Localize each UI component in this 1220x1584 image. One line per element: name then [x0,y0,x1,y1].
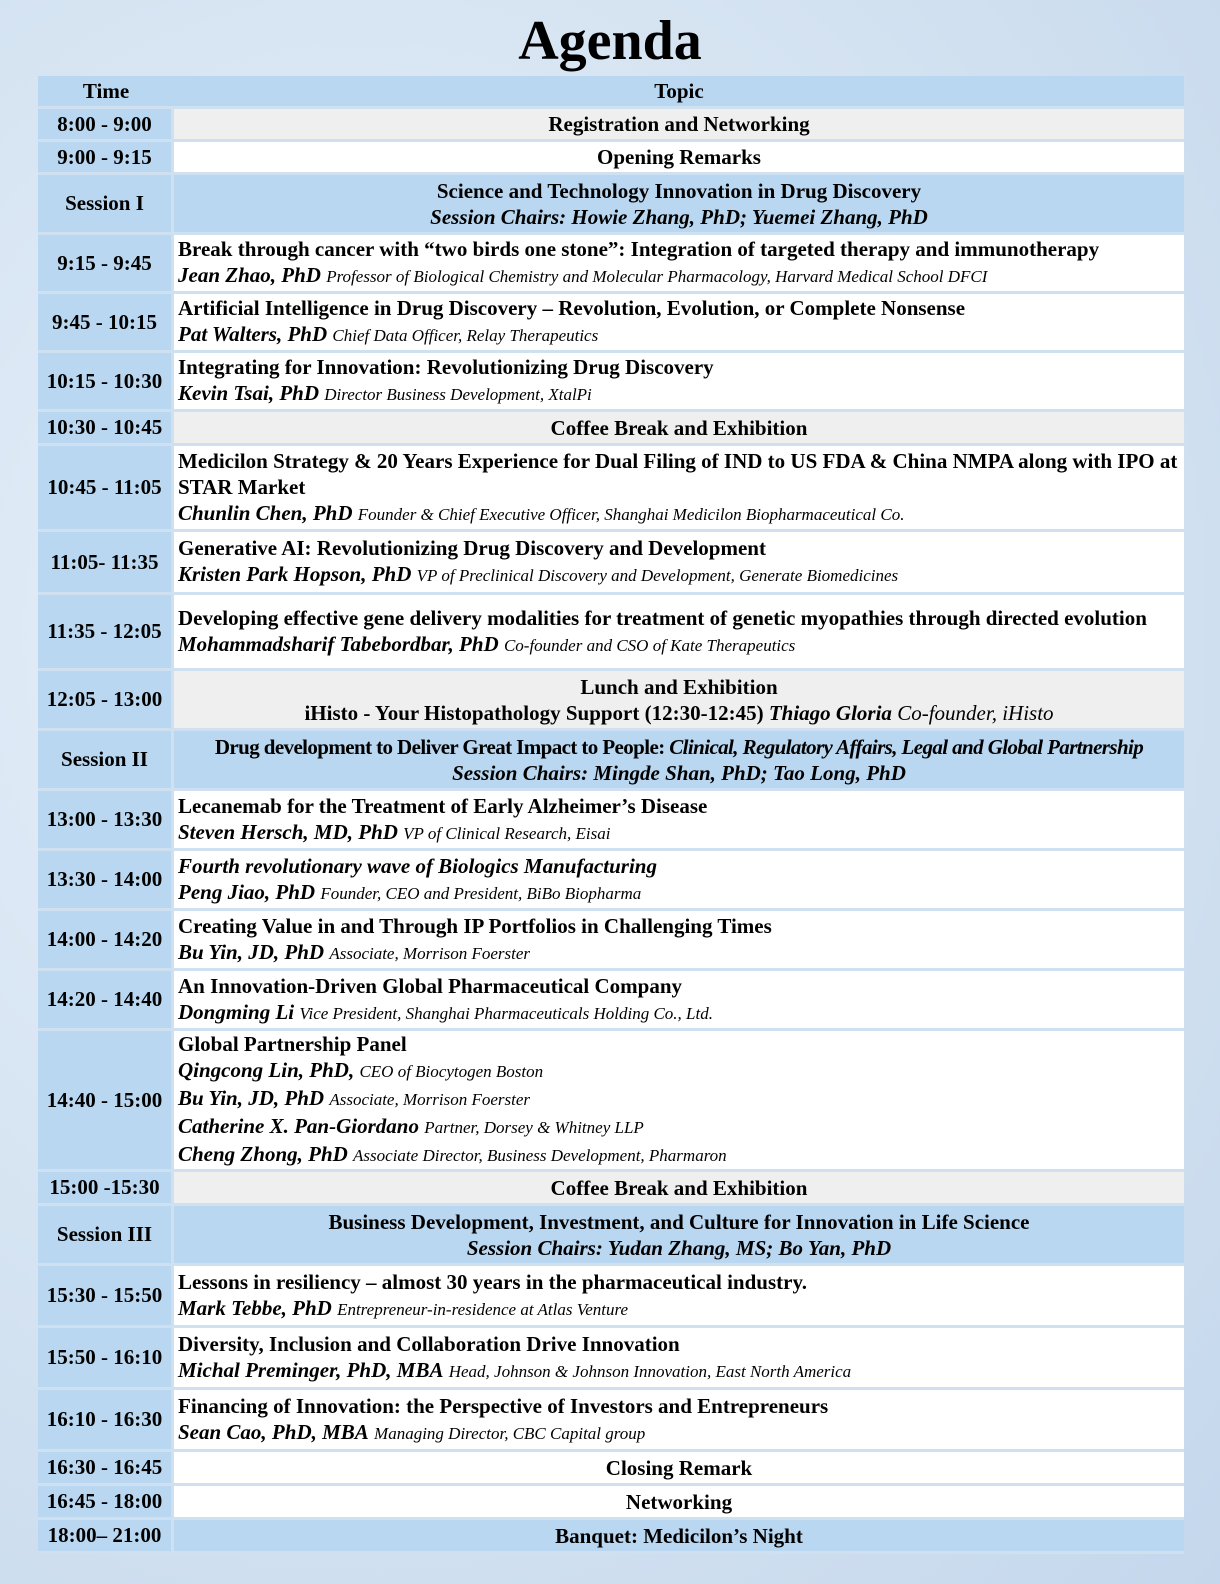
table-row [38,911,1184,971]
speaker-role: Founder, CEO and President, BiBo Biopharma [320,883,642,903]
speaker-line [178,1295,1180,1323]
time-cell: 8:00 - 9:00 [38,109,174,142]
topic-cell [174,791,1184,851]
speaker-role: Partner, Dorsey & Whitney LLP [424,1118,644,1137]
topic-cell [174,971,1184,1031]
speaker-role: VP of Clinical Research, Eisai [403,823,611,843]
talk-title: Fourth revolutionary wave of Biologics Manufacturing [178,853,657,878]
speaker-role: Associate Director, Business Development, Pharmaron [353,1146,727,1165]
talk-title: Developing effective gene delivery modalities for treatment of genetic myopathies through directed evolution [178,605,1147,630]
table-row [38,671,1184,731]
session-label: Session II [38,731,174,791]
time-cell: 10:30 - 10:45 [38,412,174,446]
speaker-role: Vice President, Shanghai Pharmaceuticals Holding Co., Ltd. [299,1003,713,1023]
speaker-name: Sean Cao, PhD, MBA [178,1419,369,1444]
time-cell: 15:00 -15:30 [38,1172,174,1206]
topic-cell [174,1390,1184,1452]
topic-cell [174,446,1184,532]
topic-cell [174,671,1184,731]
panelist-line [178,1113,1180,1141]
topic-cell [174,1328,1184,1390]
time-cell: 16:45 - 18:00 [38,1486,174,1520]
speaker-line [178,262,1180,290]
talk-title: Break through cancer with “two birds one stone”: Integration of targeted therapy and immunotherapy [178,237,1100,261]
session-chairs: Session Chairs: Mingde Shan, PhD; Tao Long, PhD [452,760,906,785]
speaker-role: Associate, Morrison Foerster [329,943,531,963]
speaker-line [178,1419,1180,1447]
time-cell: 12:05 - 13:00 [38,671,174,731]
time-cell: 14:20 - 14:40 [38,971,174,1031]
session-chairs: Session Chairs: Yudan Zhang, MS; Bo Yan, PhD [466,1235,892,1260]
session-cell [174,175,1184,235]
table-row [38,412,1184,446]
session-row [38,1206,1184,1266]
session-title: Business Development, Investment, and Culture for Innovation in Life Science [328,1209,1030,1234]
speaker-name: Bu Yin, JD, PhD [178,939,325,964]
talk-title: Lecanemab for the Treatment of Early Alzheimer’s Disease [178,793,708,818]
topic-cell: Opening Remarks [174,142,1184,175]
session-row [38,175,1184,235]
table-header-row [38,76,1184,109]
table-row [38,446,1184,532]
speaker-name: Dongming Li [178,999,295,1024]
speaker-line [178,819,1180,847]
panelist-line [178,1141,1180,1169]
topic-column-header: Topic [174,76,1184,109]
speaker-name: Cheng Zhong, PhD [178,1142,348,1166]
speaker-line [178,321,1180,349]
talk-title: Medicilon Strategy & 20 Years Experience for Dual Filing of IND to US FDA & China NMPA along with IPO at STAR Market [178,448,1178,499]
speaker-role: Director Business Development, XtalPi [324,385,592,404]
panelist-line [178,1085,1180,1113]
speaker-line [178,561,1180,589]
table-row [38,235,1184,294]
speaker-line [178,939,1180,967]
time-cell: 16:10 - 16:30 [38,1390,174,1452]
panelist-line [178,1057,1180,1085]
table-row [38,1452,1184,1486]
topic-cell [174,353,1184,412]
topic-cell: Banquet: Medicilon’s Night [174,1520,1184,1554]
topic-cell [174,235,1184,294]
time-cell: 18:00– 21:00 [38,1520,174,1554]
session-title: Science and Technology Innovation in Drug Discovery [436,178,922,203]
talk-title: Global Partnership Panel [178,1032,407,1056]
time-cell: 9:00 - 9:15 [38,142,174,175]
speaker-role: Founder & Chief Executive Officer, Shanghai Medicilon Biopharmaceutical Co. [357,504,905,524]
session-title [178,734,1180,760]
speaker-role: Chief Data Officer, Relay Therapeutics [332,326,599,345]
time-cell: 10:45 - 11:05 [38,446,174,532]
speaker-role: Head, Johnson & Johnson Innovation, East North America [448,1361,852,1381]
speaker-name: Michal Preminger, PhD, MBA [178,1357,444,1382]
speaker-role: Entrepreneur-in-residence at Atlas Venture [337,1299,629,1319]
speaker-name: Chunlin Chen, PhD [178,500,353,525]
speaker-name: Pat Walters, PhD [178,322,328,346]
speaker-name: Steven Hersch, MD, PhD [178,819,398,844]
speaker-line [178,631,1180,659]
time-cell: 13:30 - 14:00 [38,851,174,911]
speaker-role: Professor of Biological Chemistry and Molecular Pharmacology, Harvard Medical School DFCI [326,267,988,286]
talk-title: Financing of Innovation: the Perspective of Investors and Entrepreneurs [178,1393,829,1418]
topic-cell: Coffee Break and Exhibition [174,412,1184,446]
page-title: Agenda [518,10,702,72]
talk-title: An Innovation-Driven Global Pharmaceutical Company [178,973,683,998]
time-cell: 13:00 - 13:30 [38,791,174,851]
speaker-role: VP of Preclinical Discovery and Development, Generate Biomedicines [416,566,899,585]
time-cell: 11:05- 11:35 [38,532,174,595]
agenda-table [38,76,1184,1554]
speaker-name: Catherine X. Pan-Giordano [178,1114,419,1138]
session-label: Session I [38,175,174,235]
table-row [38,532,1184,595]
table-row [38,1390,1184,1452]
topic-cell: Coffee Break and Exhibition [174,1172,1184,1206]
speaker-line [178,879,1180,907]
topic-cell [174,532,1184,595]
talk-title: Diversity, Inclusion and Collaboration Drive Innovation [178,1331,680,1356]
topic-cell: Networking [174,1486,1184,1520]
time-cell: 14:00 - 14:20 [38,911,174,971]
time-cell: 11:35 - 12:05 [38,595,174,671]
time-cell: 16:30 - 16:45 [38,1452,174,1486]
speaker-name: Kevin Tsai, PhD [178,381,319,405]
table-row [38,791,1184,851]
talk-title: Lessons in resiliency – almost 30 years in the pharmaceutical industry. [178,1269,808,1294]
speaker-name: Bu Yin, JD, PhD [178,1086,325,1110]
topic-cell [174,911,1184,971]
topic-cell: Closing Remark [174,1452,1184,1486]
table-row [38,851,1184,911]
table-row [38,353,1184,412]
table-row [38,109,1184,142]
time-cell: 14:40 - 15:00 [38,1031,174,1172]
speaker-name: Qingcong Lin, PhD, [178,1058,355,1082]
topic-cell [174,294,1184,353]
talk-title: Generative AI: Revolutionizing Drug Discovery and Development [178,536,766,560]
speaker-name: Peng Jiao, PhD [178,879,316,904]
break-title: Lunch and Exhibition [580,674,778,699]
talk-title: Integrating for Innovation: Revolutionizing Drug Discovery [178,355,714,379]
table-row [38,1520,1184,1554]
session-title-italic: Clinical, Regulatory Affairs, Legal and Global Partnership [669,734,1144,759]
session-title-main: Drug development to Deliver Great Impact to People: [214,734,665,759]
talk-title: Artificial Intelligence in Drug Discovery – Revolution, Evolution, or Complete Nonsense [178,296,966,320]
speaker-role: Co-founder and CSO of Kate Therapeutics [503,635,796,655]
speaker-name: Jean Zhao, PhD [178,263,321,287]
speaker-role: Associate, Morrison Foerster [329,1090,531,1109]
session-label: Session III [38,1206,174,1266]
speaker-name: Thiago Gloria [768,700,892,725]
speaker-role: Managing Director, CBC Capital group [374,1423,646,1443]
topic-cell [174,1266,1184,1328]
speaker-line [178,380,1180,408]
time-cell: 15:50 - 16:10 [38,1328,174,1390]
topic-cell [174,851,1184,911]
speaker-role: Co-founder, iHisto [897,700,1054,725]
talk-title: Creating Value in and Through IP Portfolios in Challenging Times [178,913,772,938]
table-row [38,294,1184,353]
session-row [38,731,1184,791]
sponsor-text: iHisto - Your Histopathology Support (12:30-12:45) [304,700,764,725]
sponsor-line [178,700,1180,726]
speaker-line [178,500,1180,528]
topic-cell [174,595,1184,671]
session-cell [174,1206,1184,1266]
speaker-name: Kristen Park Hopson, PhD [178,562,412,586]
time-cell: 9:15 - 9:45 [38,235,174,294]
table-row [38,1266,1184,1328]
session-cell [174,731,1184,791]
speaker-line [178,1357,1180,1385]
session-chairs: Session Chairs: Howie Zhang, PhD; Yuemei Zhang, PhD [430,204,928,229]
speaker-name: Mark Tebbe, PhD [178,1295,332,1320]
speaker-role: CEO of Biocytogen Boston [359,1062,544,1081]
topic-cell: Registration and Networking [174,109,1184,142]
topic-cell [174,1031,1184,1172]
table-row [38,142,1184,175]
table-row [38,595,1184,671]
table-row [38,971,1184,1031]
time-column-header: Time [38,76,174,109]
table-row [38,1172,1184,1206]
table-row [38,1328,1184,1390]
speaker-line [178,999,1180,1027]
table-row [38,1486,1184,1520]
speaker-name: Mohammadsharif Tabebordbar, PhD [178,631,499,656]
time-cell: 10:15 - 10:30 [38,353,174,412]
time-cell: 9:45 - 10:15 [38,294,174,353]
time-cell: 15:30 - 15:50 [38,1266,174,1328]
table-row [38,1031,1184,1172]
